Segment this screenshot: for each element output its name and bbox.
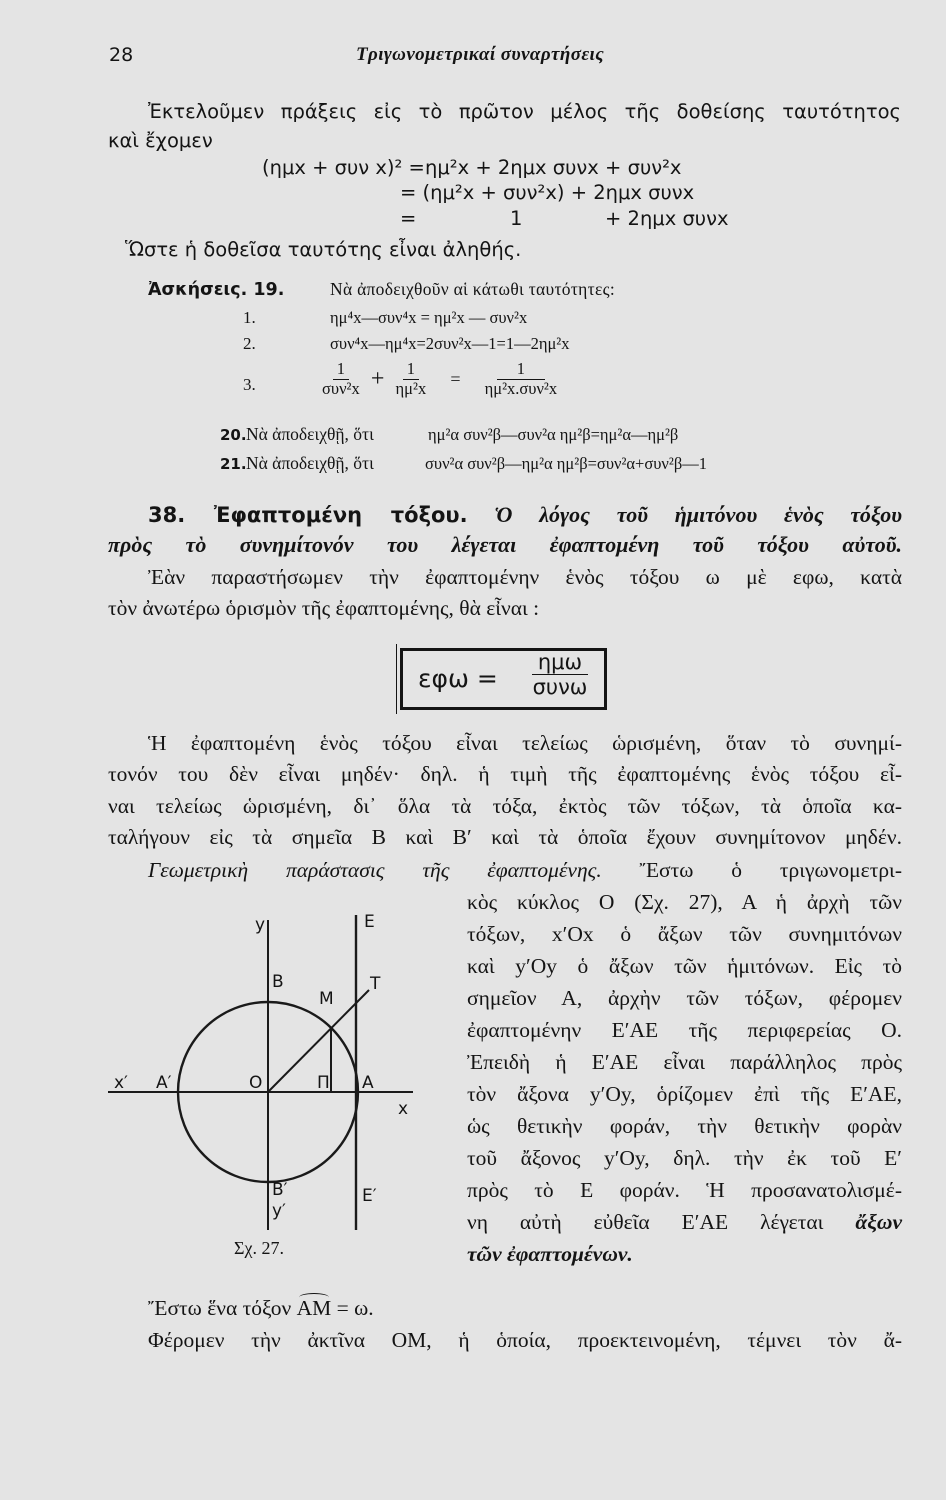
- arc-definition-line: [148, 1296, 374, 1321]
- geometric-title: Γεωμετρικὴ παράστασις τῆς ἐφαπτομένης.: [148, 858, 602, 882]
- section-38-title-line: [148, 502, 902, 528]
- exercise-1-number: 1.: [243, 308, 256, 327]
- geo-line-11: νη αὐτὴ εὐθεῖα Ε′ΑΕ λέγεται ἄξων: [467, 1210, 903, 1234]
- formula-numerator: ημω: [532, 650, 588, 675]
- paragraph-2-line-4: ταλήγουν εἰς τὰ σημεῖα Β καὶ Β′ καὶ τὰ ὁποῖα ἔχουν συνημίτονον μηδέν.: [108, 825, 902, 849]
- geo-line-7: τὸν ἄξονα y′Oy, ὁρίζομεν ἐπὶ τῆς Ε′ΑΕ,: [467, 1082, 902, 1106]
- exercises-intro: Νὰ ἀποδειχθοῦν αἱ κάτωθι ταυτότητες:: [330, 279, 615, 299]
- proof-line-1: Ἐκτελοῦμεν πράξεις εἰς τὸ πρῶτον μέλος τῆς δοθείσης ταυτότητος: [148, 100, 901, 123]
- formula-lhs: εφω =: [418, 664, 498, 693]
- geometric-intro-line: [148, 858, 902, 883]
- paragraph-2-line-1: Ἡ ἐφαπτομένη ἑνὸς τόξου εἶναι τελείως ὡρισμένη, ὅταν τὸ συνημί-: [148, 731, 902, 755]
- label-b-prime: Β′: [272, 1180, 288, 1200]
- label-m: Μ: [319, 989, 334, 1009]
- fraction-2: $\frac{1}{\text{ημ²x}}$: [395, 359, 427, 398]
- exercise-21-formula: συν²α συν²β—ημ²α ημ²β=συν²α+συν²β—1: [425, 454, 707, 473]
- paragraph-1-line-2: τὸν ἀνωτέρω ὁρισμὸν τῆς ἐφαπτομένης, θὰ εἶναι :: [108, 596, 540, 620]
- figure-caption: Σχ. 27.: [234, 1238, 284, 1258]
- exercise-2-number: 2.: [243, 334, 256, 353]
- arc-name: ΑΜ: [297, 1296, 332, 1321]
- label-b: Β: [272, 972, 284, 992]
- label-e-prime: Ε′: [362, 1186, 377, 1206]
- exercise-20-formula: ημ²α συν²β—συν²α ημ²β=ημ²α—ημ²β: [428, 425, 679, 444]
- definition-part-1: Ὁ λόγος τοῦ ἡμιτόνου ἑνὸς τόξου: [494, 502, 902, 527]
- exercise-3-formula: $\frac{1}{\text{συν²x}}$ + $\frac{1}{\text{ημ²x}}$ = $\frac{1}{\text{ημ²x.συν²x}}$: [318, 360, 561, 399]
- fraction-3: $\frac{1}{\text{ημ²x.συν²x}}$: [484, 359, 558, 398]
- exercise-2-text: συν⁴x—ημ⁴x=2συν²x—1=1—2ημ²x: [330, 334, 570, 353]
- formula-fraction: [523, 650, 597, 699]
- label-x: x: [398, 1099, 409, 1119]
- geometric-intro-start: Ἔστω ὁ τριγωνομετρι-: [639, 858, 903, 882]
- exercise-1-text: ημ⁴x—συν⁴x = ημ²x — συν²x: [330, 308, 528, 327]
- fraction-1: $\frac{1}{\text{συν²x}}$: [322, 359, 360, 398]
- geo-line-4: σημεῖον Α, ἀρχὴν τῶν τόξων, φέρομεν: [467, 986, 902, 1010]
- equation-3-eq: =: [400, 207, 417, 230]
- exercises-heading: Ἀσκήσεις. 19.: [148, 280, 285, 300]
- geo-line-2: τόξων, x′Ox ὁ ἄξων τῶν συνημιτόνων: [467, 922, 902, 946]
- proof-line-2: καὶ ἔχομεν: [108, 129, 213, 152]
- geo-line-3: καὶ y′Oy ὁ ἄξων τῶν ἡμιτόνων. Εἰς τὸ: [467, 954, 902, 978]
- label-y: y: [255, 915, 266, 935]
- final-line: Φέρομεν τὴν ἀκτῖνα ΟΜ, ἡ ὁποία, προεκτεινομένη, τέμνει τὸν ἄ-: [148, 1328, 902, 1352]
- equation-2: = (ημ²x + συν²x) + 2ημx συνx: [400, 181, 695, 204]
- label-e: Ε: [364, 912, 375, 932]
- label-y-prime: y′: [272, 1201, 286, 1221]
- equation-1-lhs: (ημx + συν x)² =: [262, 156, 425, 179]
- page-number: 28: [109, 44, 134, 66]
- exercise-21-number: 21.: [220, 455, 247, 473]
- arc-symbol: [299, 1293, 330, 1302]
- arc-pre: Ἔστω ἕνα τόξον: [148, 1296, 292, 1320]
- figure-27-trig-circle: [108, 905, 458, 1250]
- geo-line-1: κὸς κύκλος Ο (Σχ. 27), Α ἡ ἀρχὴ τῶν: [467, 890, 902, 914]
- exercise-3-number: 3.: [243, 375, 256, 394]
- equation-3-rest: + 2ημx συνx: [605, 207, 729, 230]
- exercise-21-text: Νὰ ἀποδειχθῇ, ὅτι: [246, 453, 374, 473]
- proof-conclusion: Ὥστε ἡ δοθεῖσα ταυτότης εἶναι ἀληθής.: [125, 238, 522, 261]
- geo-line-9: τοῦ ἄξονος y′Oy, δηλ. τὴν ἐκ τοῦ Ε′: [467, 1146, 902, 1170]
- paragraph-1-line-1: Ἐὰν παραστήσωμεν τὴν ἐφαπτομένην ἑνὸς τόξου ω μὲ εφω, κατὰ: [148, 565, 902, 589]
- paragraph-2-line-2: τονόν του δὲν εἶναι μηδέν· δηλ. ἡ τιμὴ τῆς ἐφαπτομένης ἑνὸς τόξου εἶ-: [108, 762, 902, 786]
- exercise-20-number: 20.: [220, 426, 247, 444]
- geo-line-5: ἐφαπτομένην Ε′ΑΕ τῆς περιφερείας Ο.: [467, 1018, 902, 1042]
- label-p: Π: [317, 1073, 330, 1093]
- label-o: Ο: [249, 1073, 263, 1093]
- exercise-20-text: Νὰ ἀποδειχθῇ, ὅτι: [246, 424, 374, 444]
- geo-line-10: πρὸς τὸ Ε φοράν. Ἡ προσανατολισμέ-: [467, 1178, 902, 1202]
- definition-part-2: πρὸς τὸ συνημίτονόν του λέγεται ἐφαπτομένη τοῦ τόξου αὐτοῦ.: [108, 532, 902, 557]
- axis-term-tail: τῶν ἐφαπτομένων.: [467, 1242, 633, 1266]
- label-a: Α: [362, 1073, 374, 1093]
- formula-denominator: συνω: [532, 675, 588, 700]
- running-title: Τριγωνομετρικαί συναρτήσεις: [356, 44, 605, 65]
- equation-1-rhs: ημ²x + 2ημx συνx + συν²x: [425, 156, 682, 179]
- arc-post: = ω.: [336, 1296, 374, 1320]
- label-t: Τ: [370, 974, 381, 994]
- equation-3-one: 1: [510, 207, 523, 230]
- geo-line-6: Ἐπειδὴ ἡ Ε′ΑΕ εἶναι παράλληλος πρὸς: [467, 1050, 902, 1074]
- label-x-prime: x′: [114, 1073, 128, 1093]
- paragraph-2-line-3: ναι τελείως ὡρισμένη, δι᾽ ὅλα τὰ τόξα, ἐκτὸς τῶν τόξων, τὰ ὁποῖα κα-: [108, 794, 902, 818]
- section-38-heading: 38. Ἐφαπτομένη τόξου.: [148, 503, 468, 527]
- axis-term: ἄξων: [855, 1210, 903, 1234]
- label-a-prime: Α′: [156, 1073, 172, 1093]
- geo-line-8: ὡς θετικὴν φοράν, τὴν θετικὴν φορὰν: [467, 1114, 902, 1138]
